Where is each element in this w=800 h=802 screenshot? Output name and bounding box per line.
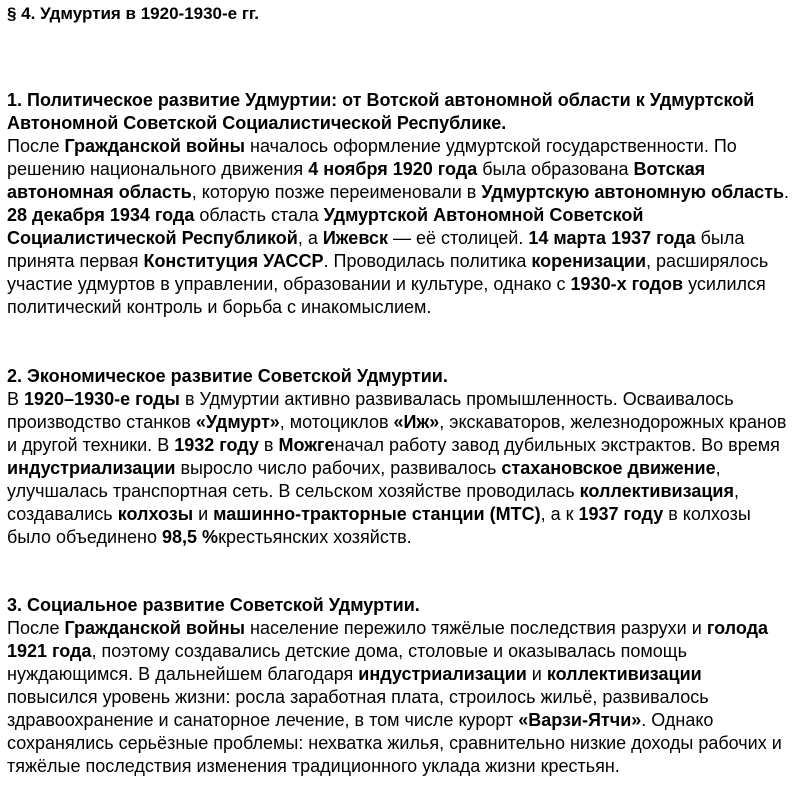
emphasis-text: 1920–1930-е годы <box>24 389 180 409</box>
emphasis-text: 14 марта 1937 года <box>528 228 696 248</box>
body-text: была образована <box>477 159 634 179</box>
section-heading: 2. Экономическое развитие Советской Удмуртии. <box>7 366 448 386</box>
emphasis-text: Ижевск <box>322 228 388 248</box>
emphasis-text: 1932 году <box>174 435 259 455</box>
emphasis-text: «Удмурт» <box>195 412 280 432</box>
body-text: , а <box>297 228 323 248</box>
body-text: , улучшалась транспортная сеть. В сельском хозяйстве проводилась <box>7 458 721 501</box>
emphasis-text: Удмуртской Автономной Советской Социалистической Республикой <box>7 205 644 248</box>
section-heading: 3. Социальное развитие Советской Удмуртии. <box>7 595 420 615</box>
body-text: и <box>526 664 547 684</box>
body-text: в Удмуртии активно развивалась промышленность. Осваивалось производство станков <box>7 389 734 432</box>
document-title: § 4. Удмуртия в 1920-1930-е гг. <box>7 4 260 23</box>
body-text: повысился уровень жизни: росла заработная плата, строилось жильё, развивалось здравоохранение и санаторное лечение, в том числе курорт <box>7 687 709 730</box>
emphasis-text: «Иж» <box>393 412 440 432</box>
emphasis-text: 98,5 % <box>162 527 219 547</box>
section-economic <box>7 365 797 549</box>
body-text: население пережило тяжёлые последствия разрухи и <box>245 618 707 638</box>
section-body <box>7 617 797 778</box>
section-social <box>7 594 797 778</box>
body-text: началось оформление удмуртской государственности. По решению национального движения <box>7 136 737 179</box>
emphasis-text: машинно-тракторные станции (МТС) <box>213 504 541 524</box>
emphasis-text: стахановское движение <box>501 458 716 478</box>
body-text: , а к <box>540 504 579 524</box>
body-text: После <box>7 618 65 638</box>
body-text: усилился политический контроль и борьба с инакомыслием. <box>7 274 766 317</box>
body-text: и <box>193 504 214 524</box>
body-text: в <box>258 435 279 455</box>
body-text: , расширялось участие удмуртов в управлении, образовании и культуре, однако с <box>7 251 769 294</box>
emphasis-text: 28 декабря 1934 года <box>7 205 195 225</box>
emphasis-text: голода 1921 года <box>7 618 769 661</box>
emphasis-text: Можге <box>278 435 335 455</box>
emphasis-text: Гражданской войны <box>64 618 246 638</box>
body-text: крестьянских хозяйств. <box>218 527 412 547</box>
body-text: В <box>7 389 25 409</box>
body-text: . <box>784 182 790 202</box>
body-text: , создавались <box>7 481 739 524</box>
emphasis-text: Конституция УАССР <box>143 251 324 271</box>
section-heading: 1. Политическое развитие Удмуртии: от Вотской автономной области к Удмуртской Автономной Советской Социалистической Республике. <box>7 90 755 133</box>
section-body <box>7 388 797 549</box>
section-political <box>7 89 797 319</box>
emphasis-text: индустриализации <box>7 458 176 478</box>
emphasis-text: 1930-х годов <box>570 274 684 294</box>
section-body <box>7 135 797 319</box>
emphasis-text: Вотская автономная область <box>7 159 706 202</box>
body-text: . Однако сохранялись серьёзные проблемы: нехватка жилья, сравнительно низкие доходы рабочих и тяжёлые последствия изменения традиционного уклада жизни крестьян. <box>7 710 782 776</box>
body-text: — её столицей. <box>387 228 529 248</box>
body-text: , поэтому создавались детские дома, столовые и оказывалась помощь нуждающимся. В дальнейшем благодаря <box>7 641 687 684</box>
emphasis-text: коллективизации <box>546 664 702 684</box>
body-text: , мотоциклов <box>279 412 394 432</box>
emphasis-text: 4 ноября 1920 года <box>308 159 478 179</box>
emphasis-text: коллективизация <box>579 481 734 501</box>
body-text: , которую позже переименовали в <box>191 182 482 202</box>
emphasis-text: Удмуртскую автономную область <box>481 182 785 202</box>
body-text: в колхозы было объединено <box>7 504 751 547</box>
emphasis-text: «Варзи-Ятчи» <box>518 710 642 730</box>
emphasis-text: коренизации <box>531 251 647 271</box>
body-text: начал работу завод дубильных экстрактов. Во время <box>334 435 780 455</box>
body-text: . Проводилась политика <box>323 251 532 271</box>
emphasis-text: индустриализации <box>358 664 527 684</box>
emphasis-text: 1937 году <box>578 504 664 524</box>
emphasis-text: Гражданской войны <box>64 136 246 156</box>
body-text: была принята первая <box>7 228 745 271</box>
body-text: область стала <box>194 205 324 225</box>
body-text: После <box>7 136 65 156</box>
body-text: выросло число рабочих, развивалось <box>175 458 502 478</box>
emphasis-text: колхозы <box>117 504 194 524</box>
body-text: , экскаваторов, железнодорожных кранов и другой техники. В <box>7 412 787 455</box>
